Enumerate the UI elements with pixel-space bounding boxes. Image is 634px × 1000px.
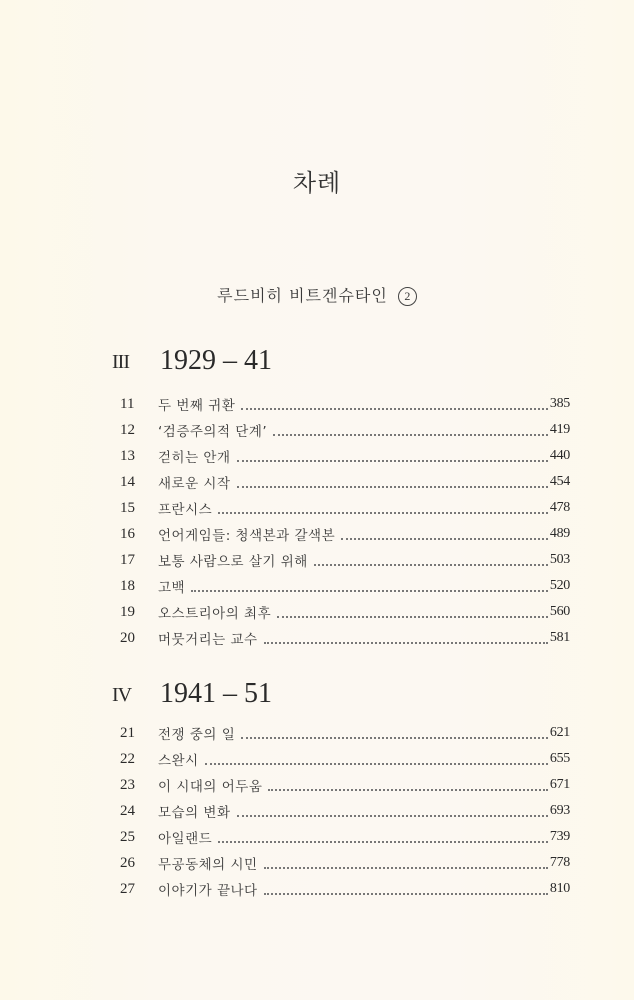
part-numeral: IV <box>112 684 132 706</box>
chapter-number: 21 <box>120 724 135 741</box>
toc-entry[interactable] <box>112 824 570 850</box>
chapter-number: 14 <box>120 473 135 490</box>
chapter-number: 13 <box>120 447 135 464</box>
page-title: 차례 <box>292 169 342 197</box>
chapter-title: 고백 <box>158 580 186 596</box>
dot-leader <box>241 736 548 739</box>
part-numeral: III <box>112 351 129 373</box>
chapter-title: 보통 사람으로 살기 위해 <box>158 554 308 570</box>
dot-leader <box>264 892 548 895</box>
toc-entry[interactable] <box>112 573 570 599</box>
toc-entry[interactable] <box>112 720 570 746</box>
page-number: 454 <box>549 474 570 489</box>
toc-entry[interactable] <box>112 876 570 902</box>
dot-leader <box>205 762 548 765</box>
page-number: 655 <box>549 751 570 766</box>
chapter-title: 새로운 시작 <box>158 476 231 492</box>
chapter-number: 18 <box>120 577 135 594</box>
page-number: 560 <box>549 604 570 619</box>
chapter-title: 두 번째 귀환 <box>158 398 236 414</box>
part-years: 1929 – 41 <box>160 345 272 376</box>
part-years: 1941 – 51 <box>160 678 272 709</box>
dot-leader <box>264 866 548 869</box>
chapter-number: 11 <box>120 395 135 412</box>
page-number: 489 <box>549 526 570 541</box>
chapter-title: 전쟁 중의 일 <box>158 727 236 743</box>
chapter-number: 17 <box>120 551 135 568</box>
toc-entry[interactable] <box>112 547 570 573</box>
chapter-title: 프란시스 <box>158 502 213 518</box>
dot-leader <box>218 840 548 843</box>
dot-leader <box>218 511 548 514</box>
dot-leader <box>237 459 548 462</box>
toc-entry[interactable] <box>112 417 570 443</box>
toc-list-part-iii <box>112 391 570 651</box>
page-number: 778 <box>549 855 570 870</box>
dot-leader <box>273 433 548 436</box>
chapter-title: ‘검증주의적 단계’ <box>158 424 268 440</box>
toc-entry[interactable] <box>112 746 570 772</box>
page-number: 693 <box>549 803 570 818</box>
page-number: 520 <box>549 578 570 593</box>
book-author-title: 루드비히 비트겐슈타인 <box>217 286 388 305</box>
page-number: 581 <box>549 630 570 645</box>
toc-entry[interactable] <box>112 599 570 625</box>
page-number: 440 <box>549 448 570 463</box>
dot-leader <box>241 407 548 410</box>
chapter-title: 아일랜드 <box>158 831 213 847</box>
dot-leader <box>191 589 548 592</box>
dot-leader <box>237 814 548 817</box>
chapter-number: 12 <box>120 421 135 438</box>
chapter-title: 이야기가 끝나다 <box>158 883 258 899</box>
chapter-number: 25 <box>120 828 135 845</box>
chapter-number: 27 <box>120 880 135 897</box>
volume-number-badge: 2 <box>398 287 417 306</box>
chapter-title: 무공동체의 시민 <box>158 857 258 873</box>
page-number: 739 <box>549 829 570 844</box>
toc-entry[interactable] <box>112 850 570 876</box>
dot-leader <box>277 615 548 618</box>
toc-entry[interactable] <box>112 391 570 417</box>
dot-leader <box>264 641 548 644</box>
chapter-number: 16 <box>120 525 135 542</box>
toc-entry[interactable] <box>112 798 570 824</box>
toc-entry[interactable] <box>112 443 570 469</box>
toc-entry[interactable] <box>112 772 570 798</box>
chapter-title: 머뭇거리는 교수 <box>158 632 258 648</box>
chapter-title: 스완시 <box>158 753 199 769</box>
chapter-title: 오스트리아의 최후 <box>158 606 272 622</box>
page-number: 671 <box>549 777 570 792</box>
chapter-number: 15 <box>120 499 135 516</box>
page-number: 385 <box>549 396 570 411</box>
dot-leader <box>341 537 548 540</box>
dot-leader <box>268 788 548 791</box>
toc-entry[interactable] <box>112 469 570 495</box>
page-number: 810 <box>549 881 570 896</box>
page-number: 621 <box>549 725 570 740</box>
chapter-number: 23 <box>120 776 135 793</box>
toc-list-part-iv <box>112 720 570 902</box>
dot-leader <box>314 563 548 566</box>
page-number: 478 <box>549 500 570 515</box>
chapter-number: 20 <box>120 629 135 646</box>
dot-leader <box>237 485 548 488</box>
chapter-title: 언어게임들: 청색본과 갈색본 <box>158 528 336 544</box>
toc-entry[interactable] <box>112 495 570 521</box>
chapter-title: 걷히는 안개 <box>158 450 231 466</box>
chapter-title: 모습의 변화 <box>158 805 231 821</box>
toc-entry[interactable] <box>112 625 570 651</box>
chapter-number: 19 <box>120 603 135 620</box>
page-number: 503 <box>549 552 570 567</box>
chapter-number: 24 <box>120 802 135 819</box>
chapter-number: 26 <box>120 854 135 871</box>
toc-entry[interactable] <box>112 521 570 547</box>
page-number: 419 <box>549 422 570 437</box>
chapter-title: 이 시대의 어두움 <box>158 779 263 795</box>
chapter-number: 22 <box>120 750 135 767</box>
book-subtitle <box>0 283 634 306</box>
